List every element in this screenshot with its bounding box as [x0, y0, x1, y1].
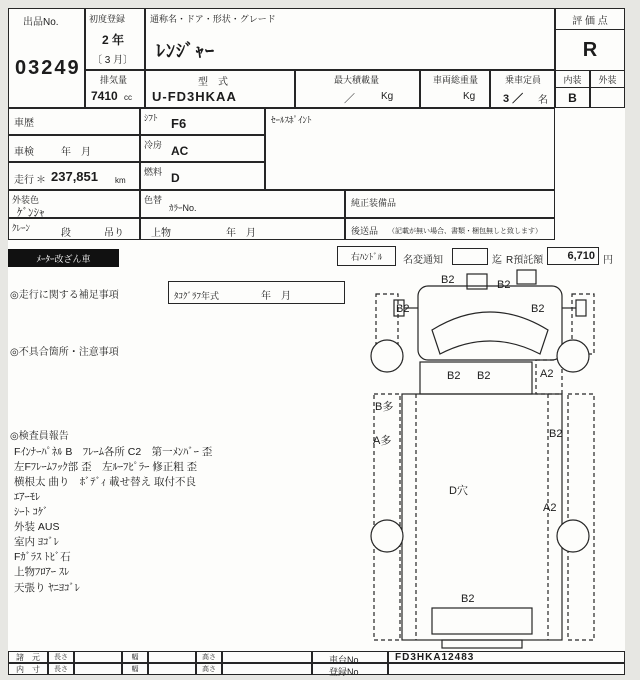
diagram-damage-label: B2 [447, 370, 461, 382]
inspector-report-line: 室内 ﾖｺﾞﾚ [14, 536, 59, 548]
interior-label: 内装 [563, 74, 582, 85]
registration-no-value-box [388, 663, 625, 675]
upper-body-box [140, 218, 345, 240]
exterior-color-box [8, 190, 140, 218]
height-value-box [222, 651, 312, 663]
crane-hang-label: 吊り [104, 228, 124, 239]
grade-label: 評 価 点 [572, 15, 608, 27]
exterior-color-label: 外装色 [12, 195, 40, 205]
diagram-damage-label: D穴 [449, 485, 468, 497]
first-registration-box [85, 8, 145, 70]
tachograph-value: 年 月 [261, 291, 291, 302]
rear-right-wheel [557, 520, 589, 552]
length-header [48, 651, 74, 663]
mileage-note-heading: ◎走行に関する補足事項 [10, 290, 119, 301]
fuel-label: 燃料 [144, 167, 163, 177]
name-change-label: 名変通知 [403, 255, 443, 266]
capacity-value: 3 ／ [503, 93, 524, 105]
capacity-box [490, 70, 555, 108]
gross-weight-label: 車両総重量 [433, 75, 479, 85]
max-load-unit: Kg [381, 91, 394, 102]
front-right-wheel [557, 340, 589, 372]
chassis-no-value: FD3HKA12483 [395, 652, 475, 663]
windshield [432, 312, 548, 354]
model-value: U-FD3HKAA [152, 89, 237, 104]
height-value-box [222, 663, 312, 675]
ac-value: AC [171, 144, 189, 158]
upper-body-value: 年 月 [226, 228, 256, 239]
displacement-box [85, 70, 145, 108]
history-label: 車歴 [14, 118, 34, 129]
inspector-report-line: ｴｱｰﾓﾚ [14, 491, 41, 503]
width-header [122, 663, 148, 675]
displacement-label: 排気量 [100, 75, 128, 85]
inner-row-label-box [8, 663, 48, 675]
right-side-panel [568, 394, 594, 640]
diagram-damage-label: B2 [441, 274, 455, 286]
vehicle-name-label: 通称名・ドア・形状・グレード [150, 14, 276, 24]
chassis-no-value-box [388, 651, 625, 663]
vehicle-diagram [340, 268, 632, 652]
width-value-box [148, 651, 196, 663]
first-registration-label: 初度登録 [89, 14, 126, 24]
rear-bumper [442, 640, 522, 648]
inspector-report-line: Fｶﾞﾗｽ ﾄﾋﾞ石 [14, 551, 71, 563]
ac-box [140, 135, 265, 162]
ac-label: 冷房 [144, 140, 163, 150]
diagram-damage-label: B2 [477, 370, 491, 382]
gross-weight-unit: Kg [463, 91, 476, 102]
vehicle-name-value: ﾚﾝｼﾞｬｰ [156, 41, 215, 61]
deposit-label: R預託額 [506, 255, 544, 266]
capacity-label: 乗車定員 [505, 75, 542, 85]
model-label: 型 式 [198, 77, 228, 88]
exterior-label: 外装 [598, 74, 617, 85]
left-side-panel [374, 394, 400, 640]
vehicle-name-box [145, 8, 555, 70]
width-label: 幅 [131, 654, 139, 661]
history-box [8, 108, 140, 135]
max-load-box [295, 70, 420, 108]
chassis-no-header [312, 651, 388, 663]
width-header [122, 651, 148, 663]
width-label: 幅 [131, 666, 139, 673]
crane-box [8, 218, 140, 240]
height-label: 高さ [202, 666, 216, 673]
later-shipment-box [345, 218, 555, 240]
until-label: 迄 [492, 255, 502, 266]
defects-heading: ◎不具合箇所・注意事項 [10, 347, 119, 358]
mileage-unit: km [115, 176, 126, 185]
length-label: 長さ [54, 654, 68, 661]
exterior-value-box [590, 87, 625, 108]
crane-label: ｸﾚｰﾝ [12, 223, 31, 233]
diagram-damage-label: B2 [549, 428, 563, 440]
later-shipment-note: （記載が無い場合、書類・梱包無しと致します） [388, 228, 542, 235]
lot-number-box [8, 8, 85, 108]
lot-number-label: 出品No. [23, 17, 59, 28]
first-registration-year: 2 年 [102, 33, 125, 47]
deposit-value-box [547, 247, 599, 265]
inspector-report-line: ｼｰﾄ ｺｹﾞ [14, 506, 49, 518]
interior-value-box [555, 87, 590, 108]
diagram-damage-label: B2 [461, 593, 475, 605]
shift-label: ｼﾌﾄ [144, 113, 158, 123]
handle-type-label: 右ﾊﾝﾄﾞﾙ [350, 251, 383, 262]
inspector-report-line: 外装 AUS [14, 521, 60, 533]
mileage-prefix: ＊ [36, 175, 46, 186]
inspector-report-line: 上物ﾌﾛｱｰ ｽﾚ [14, 566, 70, 578]
inspection-label: 車検 [14, 147, 34, 158]
deposit-value: 6,710 [567, 250, 595, 262]
tailgate [432, 608, 532, 634]
inspection-value: 年 月 [61, 147, 91, 158]
mileage-label: 走行 [14, 175, 34, 186]
meter-tamper-label: ﾒｰﾀｰ改ざん車 [36, 253, 91, 264]
handle-type-box [337, 246, 396, 266]
recolor-box [140, 190, 345, 218]
max-load-value: ／ [344, 93, 355, 105]
tachograph-box [168, 281, 345, 304]
height-label: 高さ [202, 654, 216, 661]
meter-tamper-badge [8, 249, 119, 267]
inspector-heading: ◎検査員報告 [10, 431, 69, 442]
upper-body-label: 上物 [151, 228, 171, 239]
length-value-box [74, 663, 122, 675]
length-label: 長さ [54, 666, 68, 673]
genuine-equipment-label: 純正装備品 [351, 198, 397, 208]
interior-header [555, 70, 590, 88]
front-left-wheel [371, 340, 403, 372]
spec-row-label-box [8, 651, 48, 663]
grade-header [555, 8, 625, 30]
grade-value: R [582, 38, 598, 61]
inspector-report-line: 横根太 曲り ﾎﾞﾃﾞｨ 載せ替え 取付不良 [14, 476, 197, 488]
top-marker-box [467, 274, 487, 289]
diagram-damage-label: B多 [375, 401, 394, 413]
inspector-report-line: 天張り ﾔﾆﾖｺﾞﾚ [14, 582, 80, 594]
mileage-box [8, 162, 140, 190]
genuine-equipment-box [345, 190, 555, 218]
diagram-damage-label: B2 [531, 303, 545, 315]
height-header [196, 651, 222, 663]
displacement-unit: cc [124, 93, 132, 102]
crane-step-label: 段 [61, 228, 71, 239]
spec-row-label: 諸 元 [16, 652, 40, 662]
first-registration-month: 〔 3 月〕 [92, 55, 134, 66]
later-shipment-label: 後送品 [351, 226, 379, 236]
inner-row-label: 内 寸 [16, 664, 40, 674]
inspector-report-line: 左Fﾌﾚｰﾑﾌｯｸ部 歪 左ﾙｰﾌﾋﾟﾗｰ 修正粗 歪 [14, 461, 198, 473]
name-change-box [452, 248, 488, 265]
lot-number-value: 03249 [15, 57, 81, 79]
capacity-unit: 名 [538, 95, 548, 106]
displacement-value: 7410 [91, 89, 118, 103]
fuel-value: D [171, 171, 180, 185]
registration-no-header [312, 663, 388, 675]
chassis-no-label: 車台No. [329, 655, 362, 665]
model-box [145, 70, 295, 108]
recolor-label: 色替 [144, 195, 163, 205]
width-value-box [148, 663, 196, 675]
length-header [48, 663, 74, 675]
height-header [196, 663, 222, 675]
diagram-damage-label: A多 [373, 435, 392, 447]
top-marker-box [517, 270, 536, 284]
rear-left-wheel [371, 520, 403, 552]
tachograph-label: ﾀｺｸﾞﾗﾌ年式 [174, 291, 220, 301]
right-mirror [576, 300, 586, 316]
shift-box [140, 108, 265, 135]
diagram-damage-label: B2 [497, 279, 511, 291]
fuel-box [140, 162, 265, 190]
max-load-label: 最大積載量 [334, 75, 380, 85]
mileage-value: 237,851 [51, 169, 98, 184]
cab-outline [418, 286, 562, 360]
inspection-box [8, 135, 140, 162]
shift-value: F6 [171, 116, 187, 131]
diagram-damage-label: A2 [540, 368, 554, 380]
gross-weight-box [420, 70, 490, 108]
diagram-damage-label: B2 [396, 303, 410, 315]
grade-value-box [555, 29, 625, 71]
interior-value: B [568, 90, 577, 105]
exterior-color-value: ｹﾞﾝｼｬ [17, 207, 45, 219]
deposit-unit: 円 [603, 255, 613, 266]
exterior-header [590, 70, 625, 88]
inspector-report-line: Fｲﾝﾅｰﾊﾟﾈﾙ B ﾌﾚｰﾑ各所 C2 第一ﾒﾝﾊﾞｰ 歪 [14, 446, 213, 458]
length-value-box [74, 651, 122, 663]
diagram-damage-label: A2 [543, 502, 557, 514]
cab-rear-panel [420, 362, 532, 394]
registration-no-label: 登録No. [329, 667, 362, 677]
sales-point-box [265, 108, 555, 190]
sales-point-label: ｾｰﾙｽﾎﾟｲﾝﾄ [271, 115, 312, 125]
color-no-label: ｶﾗｰNo. [169, 203, 197, 213]
cargo-bed [402, 394, 562, 640]
